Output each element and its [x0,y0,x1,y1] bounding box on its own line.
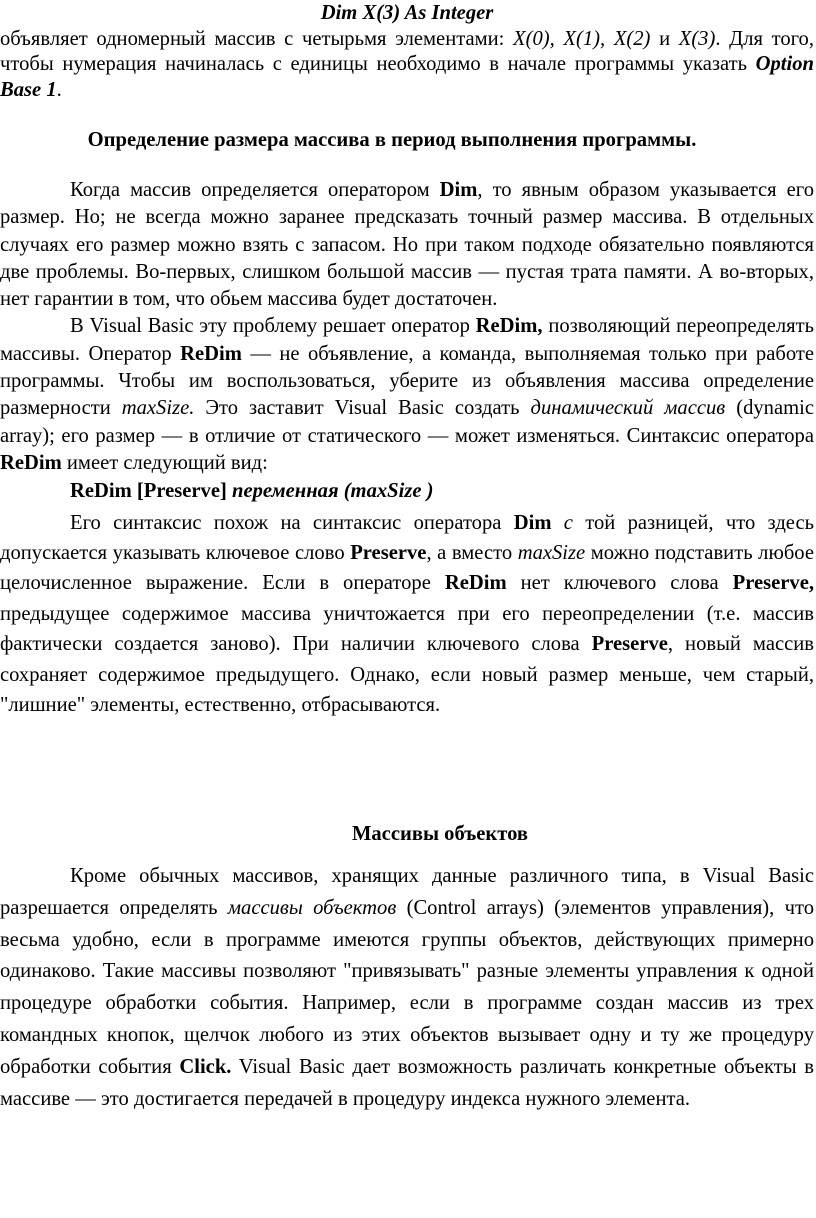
dynamic-array-term: динамический массив [530,397,726,420]
syntax-c-letter: с [551,511,573,534]
syntax-text-5: нет ключевого слова [506,572,733,595]
code-header: Dim X(3) As Integer [320,2,494,24]
intro-text-3: . Для того, чтобы нумерация начиналась с единицы необходимо в начале программы указать [0,27,814,76]
heading-object-arrays: Массивы объектов [351,823,529,846]
intro-text-2: и [650,27,679,50]
redim-syntax-keywords: ReDim [Preserve] [70,480,227,503]
redim-keyword-3: ReDim [0,451,62,474]
intro-text-4: . [56,78,62,101]
preserve-keyword-2: Preserve, [732,572,814,595]
syntax-text-2: той разницей, что здесь допускается указывать ключевое слово [0,511,814,564]
vb-text-5: (dynamic array); его размер — в отличие от статического — может изменяться. Синтаксис оператора [0,397,814,447]
syntax-text-1: Его синтаксис похож на синтаксис оператора [70,511,514,534]
redim-keyword-2: ReDim [180,342,242,365]
syntax-text-3: , а вместо [426,541,518,564]
maxsize-term-2: maxSize [517,541,586,564]
vb-text-4: Это заставит Visual Basic создать [194,397,531,420]
vb-text-2: позволяющий переопределять массивы. Оператор [0,315,814,365]
vb-text-3: — не объявление, а команда, выполняемая только при работе программы. Чтобы им воспользоваться, уберите из объявления массива определение размерности [0,342,814,420]
preserve-keyword-1: Preserve [350,541,427,564]
objects-text-1: Кроме обычных массивов, хранящих данные различного типа, в Visual Basic разрешается определять [0,864,814,919]
intro-elements: X(0), X(1), X(2) [513,27,651,50]
objects-text-2: (Control arrays) (элементов управления), что весьма удобно, если в программе имеются группы объектов, действующих примерно одинаково. Такие массивы позволяют "привязывать" разные элементы управления к одной процедуре обработки события. Например, если в программе создан массив из трех командных кнопок, щелчок любого из этих объектов вызывает одну и ту же процедуру обработки события [0,896,814,1078]
click-event-keyword: Click. [179,1055,232,1078]
when-text-2: , то явным образом указывается его размер. Но; не всегда можно заранее предсказать точный размер массива. В отдельных случаях его размер можно взять с запасом. Но при таком подходе обязательно появляются две проблемы. Во-первых, слишком большой массив — пустая трата памяти. А во-вторых, нет гарантии в том, что обьем массива будет достаточен. [0,178,814,311]
objects-text-3: Visual Basic дает возможность различать конкретные объекты в массиве — это достигается передачей в процедуру индекса нужного элемента. [0,1055,814,1110]
paragraph-visual-basic-redim [0,313,814,477]
dim-keyword-2: Dim [513,511,552,534]
vb-text-1: В Visual Basic эту проблему решает оператор [70,315,476,338]
option-base-keyword: Option Base 1 [0,53,814,101]
paragraph-intro [0,27,814,104]
intro-element-last: X(3) [678,27,716,50]
syntax-text-7: , новый массив сохраняет содержимое предыдущего. Однако, если новый размер меньше, чем старый, "лишние" элементы, естественно, отбрасываются. [0,633,814,716]
redim-keyword-4: ReDim [444,572,507,595]
syntax-text-6: предыдущее содержимое массива уничтожается при его переопределении (т.е. массив фактически создается заново). При наличии ключевого слова [0,602,814,656]
dim-keyword: Dim [439,178,478,201]
paragraph-object-arrays [0,861,814,1115]
intro-text-1: объявляет одномерный массив с четырьмя элементами: [0,27,514,50]
maxsize-term: maxSize. [121,397,195,420]
redim-keyword-1: ReDim, [475,315,543,338]
when-text-1: Когда массив определяется оператором [70,178,440,201]
syntax-text-4: можно подставить любое целочисленное выражение. Если в операторе [0,541,814,595]
preserve-keyword-3: Preserve [591,633,668,656]
heading-runtime-array-size: Определение размера массива в период выполнения программы. [87,129,697,152]
paragraph-syntax-explained [0,508,814,721]
object-arrays-term: массивы объектов [227,896,397,919]
redim-syntax-params: переменная (maxSize ) [226,480,434,503]
redim-syntax-line [0,478,814,505]
paragraph-when-dim [0,177,814,313]
vb-text-6: имеет следующий вид: [61,451,268,474]
document-page [0,1,816,1218]
